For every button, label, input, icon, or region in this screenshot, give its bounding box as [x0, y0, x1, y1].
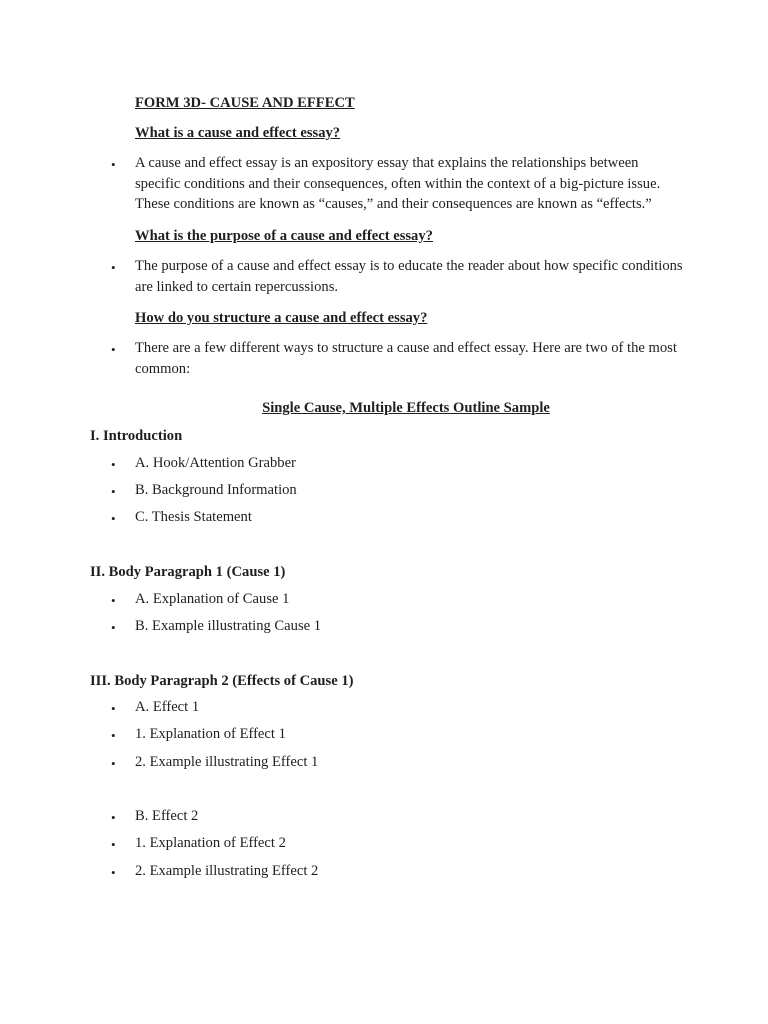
list-item: 2. Example illustrating Effect 1 — [135, 754, 319, 770]
bullet-icon: • — [111, 756, 116, 771]
bullet-icon: • — [111, 810, 116, 825]
question-heading-structure: How do you structure a cause and effect essay? — [135, 310, 428, 326]
answer-paragraph-what: A cause and effect essay is an expository essay that explains the relationships between specific conditions and their consequences, often within the context of a big-picture issue. These conditions are known as “causes,” and their consequences are known as “effects.” — [135, 155, 661, 212]
bullet-icon: • — [111, 701, 116, 716]
list-item: B. Effect 2 — [135, 808, 199, 824]
question-heading-purpose: What is the purpose of a cause and effect essay? — [135, 228, 433, 244]
document-title: FORM 3D- CAUSE AND EFFECT — [135, 95, 355, 111]
bullet-icon: • — [111, 511, 116, 526]
bullet-icon: • — [111, 342, 116, 357]
list-item: 2. Example illustrating Effect 2 — [135, 863, 319, 879]
list-item: A. Effect 1 — [135, 699, 200, 715]
question-heading-what: What is a cause and effect essay? — [135, 125, 341, 141]
bullet-icon: • — [111, 593, 116, 608]
outline-section-heading: II. Body Paragraph 1 (Cause 1) — [90, 564, 286, 580]
answer-paragraph-purpose: The purpose of a cause and effect essay is to educate the reader about how specific conditions are linked to certain repercussions. — [135, 258, 683, 295]
bullet-icon: • — [111, 728, 116, 743]
outline-title: Single Cause, Multiple Effects Outline Sample — [262, 400, 550, 416]
list-item: B. Example illustrating Cause 1 — [135, 618, 322, 634]
bullet-icon: • — [111, 484, 116, 499]
bullet-icon: • — [111, 865, 116, 880]
answer-paragraph-structure: There are a few different ways to structure a cause and effect essay. Here are two of the most common: — [135, 340, 677, 377]
bullet-icon: • — [111, 157, 116, 172]
bullet-icon: • — [111, 457, 116, 472]
outline-section-heading: I. Introduction — [90, 428, 183, 444]
bullet-icon: • — [111, 620, 116, 635]
list-item: 1. Explanation of Effect 1 — [135, 726, 286, 742]
list-item: 1. Explanation of Effect 2 — [135, 835, 286, 851]
list-item: B. Background Information — [135, 482, 297, 498]
list-item: A. Hook/Attention Grabber — [135, 455, 296, 471]
list-item: A. Explanation of Cause 1 — [135, 591, 290, 607]
outline-section-heading: III. Body Paragraph 2 (Effects of Cause 1) — [90, 673, 354, 689]
bullet-icon: • — [111, 260, 116, 275]
list-item: C. Thesis Statement — [135, 509, 252, 525]
bullet-icon: • — [111, 837, 116, 852]
